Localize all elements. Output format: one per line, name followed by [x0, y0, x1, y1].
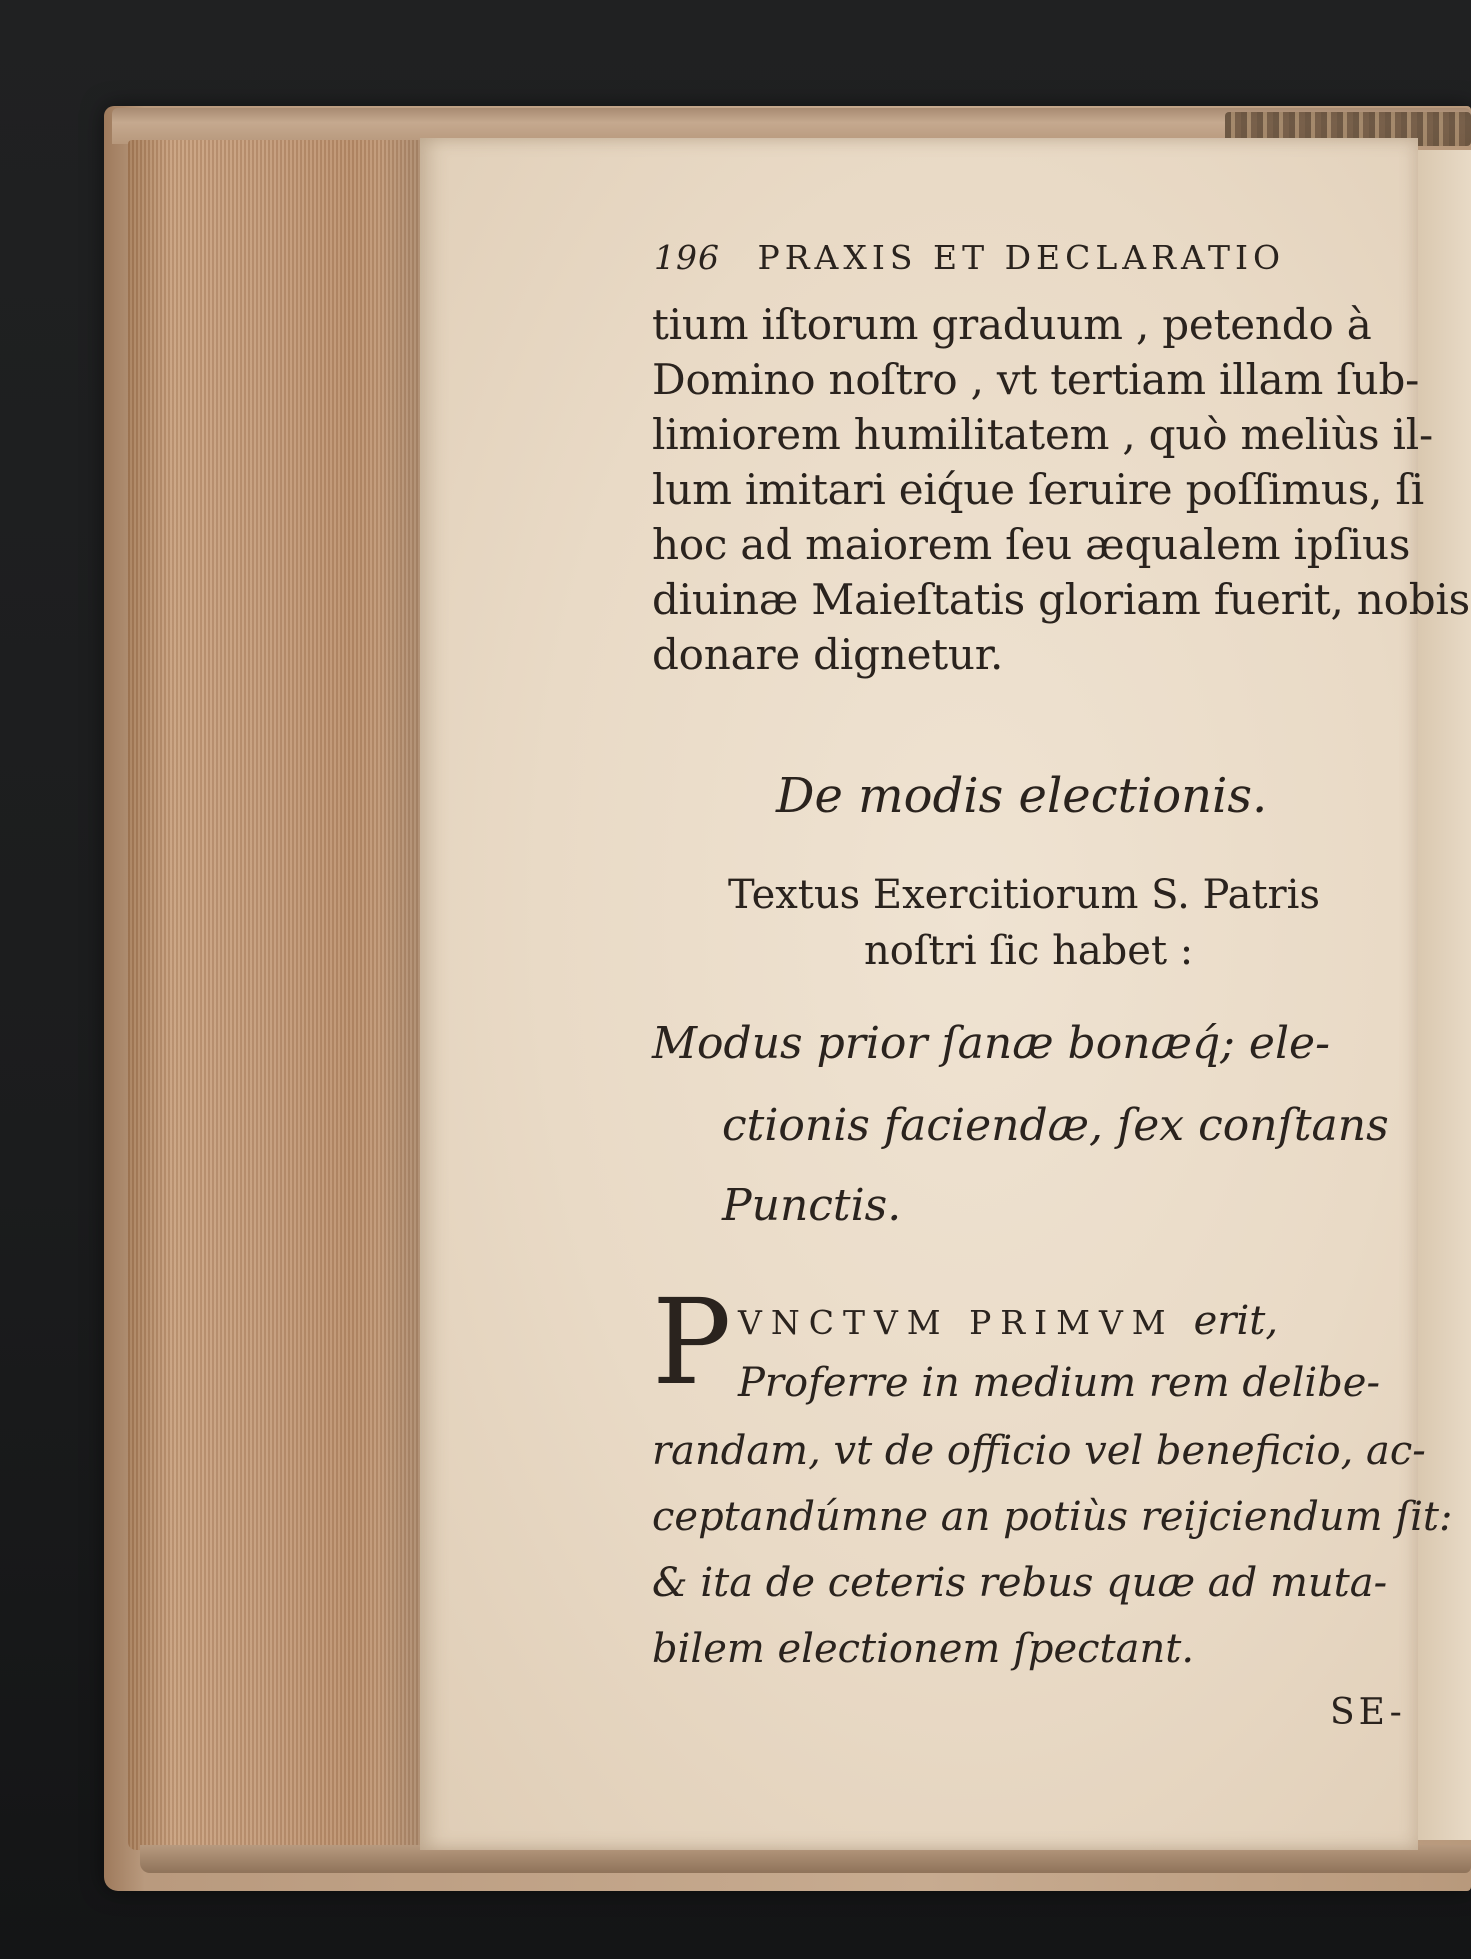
facing-page-edge: [1412, 150, 1471, 1840]
point-line: bilem electionem ſpectant.: [652, 1626, 1195, 1672]
catchword: SE-: [1330, 1692, 1406, 1733]
point-line: & ita de ceteris rebus quæ ad muta-: [652, 1560, 1388, 1606]
running-head-title: PRAXIS ET DECLARATIO: [757, 238, 1286, 277]
text-line: limiorem humilitatem , quò meliùs il-: [652, 410, 1434, 459]
text-line: hoc ad maiorem ſeu æqualem ipſius: [652, 520, 1411, 569]
title-line: Modus prior ſanæ bonæq́; ele-: [652, 1018, 1330, 1069]
point-line: Proferre in medium rem delibe-: [738, 1360, 1380, 1406]
running-head: [654, 238, 1285, 277]
point-tail: erit,: [1193, 1298, 1279, 1344]
text-line: Domino noſtro , vt tertiam illam ſub-: [652, 355, 1420, 404]
point-line: randam, vt de officio vel beneficio, ac-: [652, 1428, 1426, 1474]
text-line: tium iſtorum graduum , petendo à: [652, 300, 1372, 349]
title-line: Punctis.: [722, 1180, 902, 1231]
text-line: lum imitari eiq́ue ſeruire poſſimus, ſi: [652, 465, 1425, 514]
drop-cap: P: [652, 1273, 732, 1411]
subheading-line: Textus Exercitiorum S. Patris: [728, 872, 1320, 918]
point-line: ceptandúmne an potiùs reijciendum ſit:: [652, 1494, 1453, 1540]
section-heading: De modis electionis.: [776, 768, 1268, 824]
page-number: 196: [654, 238, 720, 277]
subheading-line: noſtri ſic habet :: [864, 928, 1194, 974]
text-line: donare dignetur.: [652, 630, 1004, 679]
point-first-line: [738, 1298, 1278, 1344]
point-caps: VNCTVM PRIMVM: [738, 1303, 1175, 1342]
title-line: ctionis faciendæ, ſex conſtans: [722, 1100, 1389, 1151]
text-line: diuinæ Maieſtatis gloriam fuerit, nobis: [652, 575, 1470, 624]
